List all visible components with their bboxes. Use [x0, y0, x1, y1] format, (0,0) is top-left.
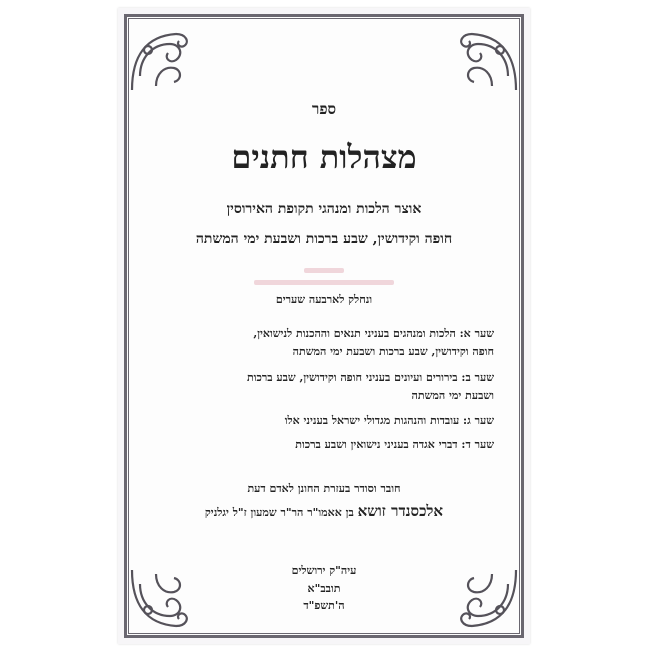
gate-b-line-1: שער ב: בירורים ועיונים בעניני חופה וקידושין, שבע ברכות	[246, 371, 494, 384]
gate-c-line: שער ג: עובדות והנהגות מגדולי ישראל בעניני אלו	[284, 414, 494, 427]
publication-year: ה'תשפ"ד	[303, 599, 345, 612]
gate-a-line-2: חופה וקידושין, שבע ברכות ושבעת ימי המשתה	[292, 345, 494, 358]
publication-place: עיה"ק ירושלים	[291, 564, 357, 577]
gate-a-line-1: שער א: הלכות ומנהגים בעניני תנאים וההכנות לנישואין,	[253, 327, 494, 340]
division-line: ונחלק לארבעה שערים	[275, 293, 373, 306]
book-subtitle-2: חופה וקידושין, שבע ברכות ושבעת ימי המשתה	[195, 231, 453, 247]
book-subtitle-1: אוצר הלכות ומנהגי תקופת האירוסין	[226, 201, 422, 217]
book-title: מצהלות חתנים	[231, 138, 417, 176]
corner-ornament-icon	[126, 26, 196, 96]
author-lineage: בן אאמו"ר הר"ר שמעון ז"ל יגלניק	[204, 506, 354, 519]
book-prefix: ספר	[311, 100, 337, 118]
gate-d-line: שער ד: דברי אגדה בעניני נישואין ושבע ברכות	[295, 438, 494, 451]
author-line	[118, 502, 530, 521]
author-name: אלכסנדר זושא	[357, 502, 444, 520]
book-title-page	[118, 8, 530, 644]
author-intro: חובר וסודר בעזרת החונן לאדם דעת	[247, 482, 401, 495]
publication-blessing: תובב"א	[307, 582, 341, 595]
corner-ornament-icon	[452, 26, 522, 96]
faded-print-line	[118, 270, 530, 289]
gate-b-line-2: ושבעת ימי המשתה	[411, 389, 494, 402]
